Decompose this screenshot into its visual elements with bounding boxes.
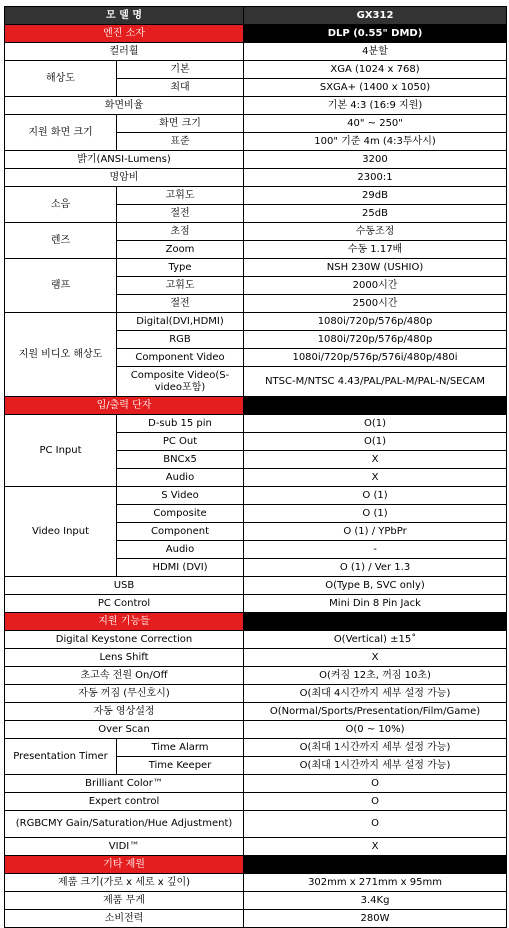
row-lamp-type [5, 259, 507, 277]
row-value: O(Normal/Sports/Presentation/Film/Game) [244, 703, 507, 721]
row-resolution-basic [5, 61, 507, 79]
row-power [5, 910, 507, 928]
row-value: XGA (1024 x 768) [244, 61, 507, 79]
row-fast-power [5, 667, 507, 685]
row-label: Composite Video(S-video포함) [117, 367, 244, 397]
row-label: 화면비율 [5, 97, 244, 115]
row-label: Component Video [117, 349, 244, 367]
row-label: D-sub 15 pin [117, 415, 244, 433]
row-label: PC Out [117, 433, 244, 451]
row-value: 수동조정 [244, 223, 507, 241]
row-value: 280W [244, 910, 507, 928]
row-label: 자동 영상설정 [5, 703, 244, 721]
row-color-wheel [5, 43, 507, 61]
row-value: 2000시간 [244, 277, 507, 295]
row-expert-control [5, 793, 507, 811]
row-label: RGB [117, 331, 244, 349]
header-row [5, 7, 507, 25]
row-label: 제품 무게 [5, 892, 244, 910]
row-label: S Video [117, 487, 244, 505]
row-weight [5, 892, 507, 910]
row-value: X [244, 838, 507, 856]
row-value: O [244, 775, 507, 793]
row-value: Mini Din 8 Pin Jack [244, 595, 507, 613]
row-label: USB [5, 577, 244, 595]
row-value: O(Type B, SVC only) [244, 577, 507, 595]
row-value: 1080i/720p/576p/576i/480p/480i [244, 349, 507, 367]
row-label: 초점 [117, 223, 244, 241]
row-value: 25dB [244, 205, 507, 223]
row-value: X [244, 649, 507, 667]
row-label: Digital Keystone Correction [5, 631, 244, 649]
row-value: O(켜짐 12초, 꺼짐 10초) [244, 667, 507, 685]
section-value [244, 856, 507, 874]
row-label: 화면 크기 [117, 115, 244, 133]
row-label: 초고속 전원 On/Off [5, 667, 244, 685]
row-label: 기본 [117, 61, 244, 79]
section-io [5, 397, 507, 415]
group-label: Presentation Timer [5, 739, 117, 775]
row-timer-alarm [5, 739, 507, 757]
row-label: 최대 [117, 79, 244, 97]
row-keystone [5, 631, 507, 649]
row-label: 소비전력 [5, 910, 244, 928]
section-value: DLP (0.55" DMD) [244, 25, 507, 43]
row-label: Composite [117, 505, 244, 523]
row-value: O [244, 811, 507, 838]
row-vidi [5, 838, 507, 856]
row-label: 고휘도 [117, 187, 244, 205]
row-label: Digital(DVI,HDMI) [117, 313, 244, 331]
row-value: - [244, 541, 507, 559]
row-value: O(최대 4시간까지 세부 설정 가능) [244, 685, 507, 703]
row-lens-focus [5, 223, 507, 241]
group-label: 램프 [5, 259, 117, 313]
row-dimensions [5, 874, 507, 892]
row-value: 1080i/720p/576p/480p [244, 313, 507, 331]
section-label: 기타 제원 [5, 856, 244, 874]
row-over-scan [5, 721, 507, 739]
row-label: Audio [117, 469, 244, 487]
row-value: O (1) / YPbPr [244, 523, 507, 541]
row-value: O(최대 1시간까지 세부 설정 가능) [244, 757, 507, 775]
section-features [5, 613, 507, 631]
row-label: Type [117, 259, 244, 277]
row-label: 밝기(ANSI-Lumens) [5, 151, 244, 169]
row-value: 40" ~ 250" [244, 115, 507, 133]
row-value: O [244, 793, 507, 811]
row-value: X [244, 469, 507, 487]
row-value: O (1) [244, 505, 507, 523]
row-contrast [5, 169, 507, 187]
section-value [244, 613, 507, 631]
row-noise-high [5, 187, 507, 205]
row-label: VIDI™ [5, 838, 244, 856]
section-label: 엔진 소자 [5, 25, 244, 43]
row-label: 제품 크기(가로 x 세로 x 깊이) [5, 874, 244, 892]
row-video-digital [5, 313, 507, 331]
row-label: Over Scan [5, 721, 244, 739]
row-value: O (1) / Ver 1.3 [244, 559, 507, 577]
row-pc-dsub [5, 415, 507, 433]
row-pc-control [5, 595, 507, 613]
row-value: 2500시간 [244, 295, 507, 313]
row-value: 302mm x 271mm x 95mm [244, 874, 507, 892]
row-value: O (1) [244, 487, 507, 505]
row-value: NSH 230W (USHIO) [244, 259, 507, 277]
row-value: 29dB [244, 187, 507, 205]
row-auto-image [5, 703, 507, 721]
row-label: Brilliant Color™ [5, 775, 244, 793]
row-brightness [5, 151, 507, 169]
row-brilliant-color [5, 775, 507, 793]
row-label: BNCx5 [117, 451, 244, 469]
row-label: 표준 [117, 133, 244, 151]
row-label: Time Alarm [117, 739, 244, 757]
row-value: SXGA+ (1400 x 1050) [244, 79, 507, 97]
row-vi-svideo [5, 487, 507, 505]
row-value: 3.4Kg [244, 892, 507, 910]
row-label: PC Control [5, 595, 244, 613]
row-lens-shift [5, 649, 507, 667]
row-value: O(Vertical) ±15˚ [244, 631, 507, 649]
group-label: 지원 비디오 해상도 [5, 313, 117, 397]
row-aspect [5, 97, 507, 115]
section-other [5, 856, 507, 874]
group-label: Video Input [5, 487, 117, 577]
row-rgbcmy [5, 811, 507, 838]
row-label: Time Keeper [117, 757, 244, 775]
row-value: 2300:1 [244, 169, 507, 187]
row-value: 수동 1.17배 [244, 241, 507, 259]
row-label: 절전 [117, 205, 244, 223]
row-label: 고휘도 [117, 277, 244, 295]
row-label: 자동 꺼짐 (무신호시) [5, 685, 244, 703]
row-auto-off [5, 685, 507, 703]
row-value: 1080i/720p/576p/480p [244, 331, 507, 349]
group-label: 소음 [5, 187, 117, 223]
row-value: 3200 [244, 151, 507, 169]
row-label: 컬러휠 [5, 43, 244, 61]
row-value: O(0 ~ 10%) [244, 721, 507, 739]
section-label: 입/출력 단자 [5, 397, 244, 415]
group-label: PC Input [5, 415, 117, 487]
row-value: O(1) [244, 415, 507, 433]
row-screen-size [5, 115, 507, 133]
row-value: 100" 기준 4m (4:3투사시) [244, 133, 507, 151]
row-usb [5, 577, 507, 595]
row-label: HDMI (DVI) [117, 559, 244, 577]
row-label: Lens Shift [5, 649, 244, 667]
row-label: Expert control [5, 793, 244, 811]
row-label: Audio [117, 541, 244, 559]
section-value [244, 397, 507, 415]
row-label: 절전 [117, 295, 244, 313]
row-value: NTSC-M/NTSC 4.43/PAL/PAL-M/PAL-N/SECAM [244, 367, 507, 397]
row-label: Component [117, 523, 244, 541]
row-value: O(최대 1시간까지 세부 설정 가능) [244, 739, 507, 757]
row-value: 4분할 [244, 43, 507, 61]
row-label: (RGBCMY Gain/Saturation/Hue Adjustment) [5, 811, 244, 838]
group-label: 지원 화면 크기 [5, 115, 117, 151]
model-label: 모 델 명 [5, 7, 244, 25]
row-value: O(1) [244, 433, 507, 451]
section-label: 지원 기능들 [5, 613, 244, 631]
model-value: GX312 [244, 7, 507, 25]
group-label: 렌즈 [5, 223, 117, 259]
group-label: 해상도 [5, 61, 117, 97]
row-label: 명암비 [5, 169, 244, 187]
row-value: X [244, 451, 507, 469]
row-value: 기본 4:3 (16:9 지원) [244, 97, 507, 115]
row-label: Zoom [117, 241, 244, 259]
section-engine [5, 25, 507, 43]
spec-table [4, 6, 507, 928]
